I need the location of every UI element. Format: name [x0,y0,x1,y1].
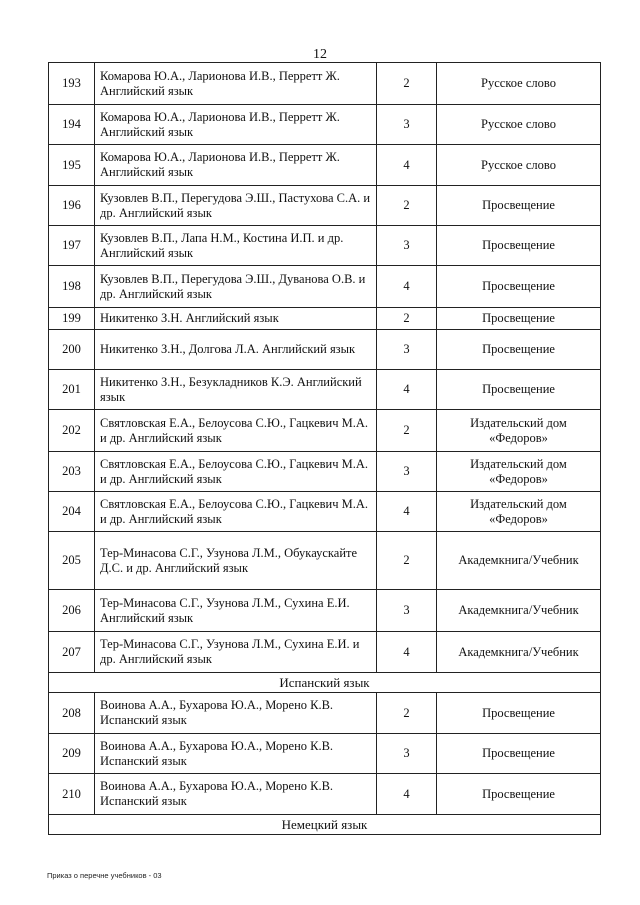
grade: 2 [377,63,437,105]
author-title: Воинова А.А., Бухарова Ю.А., Морено К.В. Испанский язык [95,693,377,734]
publisher: Просвещение [437,308,601,330]
publisher: Просвещение [437,370,601,410]
author-title: Тер-Минасова С.Г., Узунова Л.М., Сухина Е.И. Английский язык [95,590,377,632]
grade: 4 [377,266,437,308]
author-title: Тер-Минасова С.Г., Узунова Л.М., Сухина Е.И. и др. Английский язык [95,632,377,673]
row-number: 209 [49,734,95,774]
table-row [49,452,601,492]
footer-note: Приказ о перечне учебников - 03 [47,871,162,880]
row-number: 200 [49,330,95,370]
grade: 2 [377,308,437,330]
publisher: Издательский дом «Федоров» [437,410,601,452]
row-number: 208 [49,693,95,734]
table-row [49,226,601,266]
grade: 3 [377,226,437,266]
row-number: 195 [49,145,95,186]
publisher: Академкнига/Учебник [437,532,601,590]
author-title: Никитенко З.Н. Английский язык [95,308,377,330]
author-title: Комарова Ю.А., Ларионова И.В., Перретт Ж. Английский язык [95,145,377,186]
table-row [49,105,601,145]
publisher: Просвещение [437,734,601,774]
publisher: Просвещение [437,186,601,226]
grade: 3 [377,330,437,370]
publisher: Русское слово [437,63,601,105]
row-number: 204 [49,492,95,532]
grade: 4 [377,632,437,673]
publisher: Просвещение [437,774,601,815]
grade: 3 [377,590,437,632]
section-title: Немецкий язык [49,815,601,835]
publisher: Просвещение [437,266,601,308]
row-number: 196 [49,186,95,226]
row-number: 207 [49,632,95,673]
publisher: Русское слово [437,105,601,145]
section-title: Испанский язык [49,673,601,693]
table-row [49,632,601,673]
section-row [49,815,601,835]
textbook-table [48,62,601,835]
table-row [49,186,601,226]
publisher: Просвещение [437,226,601,266]
row-number: 199 [49,308,95,330]
grade: 2 [377,532,437,590]
table-row [49,370,601,410]
author-title: Комарова Ю.А., Ларионова И.В., Перретт Ж. Английский язык [95,105,377,145]
author-title: Святловская Е.А., Белоусова С.Ю., Гацкевич М.А. и др. Английский язык [95,410,377,452]
row-number: 194 [49,105,95,145]
author-title: Святловская Е.А., Белоусова С.Ю., Гацкевич М.А. и др. Английский язык [95,452,377,492]
row-number: 197 [49,226,95,266]
row-number: 202 [49,410,95,452]
grade: 3 [377,734,437,774]
grade: 4 [377,492,437,532]
row-number: 205 [49,532,95,590]
table-row [49,308,601,330]
table-row [49,492,601,532]
publisher: Издательский дом «Федоров» [437,492,601,532]
table-row [49,63,601,105]
author-title: Комарова Ю.А., Ларионова И.В., Перретт Ж. Английский язык [95,63,377,105]
grade: 2 [377,186,437,226]
table-row [49,590,601,632]
grade: 4 [377,370,437,410]
author-title: Святловская Е.А., Белоусова С.Ю., Гацкевич М.А. и др. Английский язык [95,492,377,532]
table-row [49,734,601,774]
publisher: Академкнига/Учебник [437,590,601,632]
table-row [49,774,601,815]
row-number: 201 [49,370,95,410]
author-title: Никитенко З.Н., Долгова Л.А. Английский язык [95,330,377,370]
row-number: 210 [49,774,95,815]
table-row [49,330,601,370]
table-row [49,145,601,186]
grade: 4 [377,774,437,815]
grade: 2 [377,410,437,452]
author-title: Кузовлев В.П., Лапа Н.М., Костина И.П. и др. Английский язык [95,226,377,266]
author-title: Кузовлев В.П., Перегудова Э.Ш., Дуванова О.В. и др. Английский язык [95,266,377,308]
publisher: Просвещение [437,330,601,370]
table-row [49,410,601,452]
author-title: Воинова А.А., Бухарова Ю.А., Морено К.В. Испанский язык [95,774,377,815]
author-title: Кузовлев В.П., Перегудова Э.Ш., Пастухова С.А. и др. Английский язык [95,186,377,226]
publisher: Русское слово [437,145,601,186]
grade: 3 [377,105,437,145]
table-row [49,532,601,590]
row-number: 203 [49,452,95,492]
grade: 2 [377,693,437,734]
table-row [49,266,601,308]
table-row [49,693,601,734]
grade: 3 [377,452,437,492]
author-title: Никитенко З.Н., Безукладников К.Э. Английский язык [95,370,377,410]
grade: 4 [377,145,437,186]
author-title: Тер-Минасова С.Г., Узунова Л.М., Обукаускайте Д.С. и др. Английский язык [95,532,377,590]
row-number: 198 [49,266,95,308]
page-number: 12 [313,47,327,62]
row-number: 193 [49,63,95,105]
publisher: Просвещение [437,693,601,734]
publisher: Академкнига/Учебник [437,632,601,673]
textbook-table-body [49,63,601,835]
section-row [49,673,601,693]
row-number: 206 [49,590,95,632]
author-title: Воинова А.А., Бухарова Ю.А., Морено К.В. Испанский язык [95,734,377,774]
publisher: Издательский дом «Федоров» [437,452,601,492]
